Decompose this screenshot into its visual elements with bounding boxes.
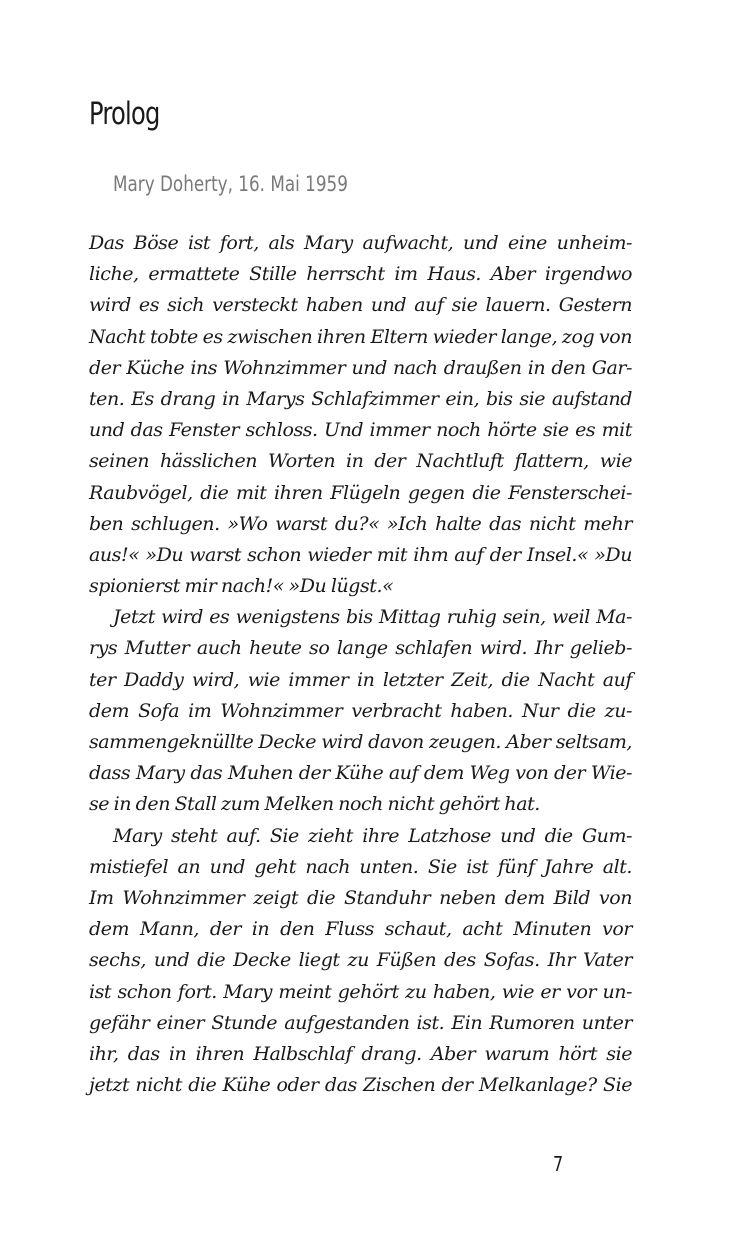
text-line: dass Mary das Muhen der Kühe auf dem Weg von der Wie- [89,762,632,785]
text-line: Jetzt wird es wenigstens bis Mittag ruhig sein, weil Ma- [113,606,632,629]
text-line: mistiefel an und geht nach unten. Sie ist fünf Jahre alt. [89,855,632,878]
paragraph-3 [89,821,632,1102]
chapter-subtitle: Mary Doherty, 16. Mai 1959 [113,172,348,196]
text-line: ter Daddy wird, wie immer in letzter Zeit, die Nacht auf [89,668,632,691]
text-line: liche, ermattete Stille herrscht im Haus. Aber irgendwo [89,263,632,286]
text-line: jetzt nicht die Kühe oder das Zischen der Melkanlage? Sie [89,1074,632,1097]
text-line: Raubvögel, die mit ihren Flügeln gegen die Fensterschei- [89,481,632,504]
body-text [89,228,632,1101]
text-line: spionierst mir nach!« »Du lügst.« [89,575,394,598]
text-line: Im Wohnzimmer zeigt die Standuhr neben dem Bild von [89,886,632,909]
text-line: sammengeknüllte Decke wird davon zeugen. Aber seltsam, [89,731,632,753]
text-line: aus!« »Du warst schon wieder mit ihm auf der Insel.« »Du [89,543,632,566]
text-line: wird es sich versteckt haben und auf sie lauern. Gestern [89,294,632,317]
text-line: gefähr einer Stunde aufgestanden ist. Ein Rumoren unter [89,1011,632,1034]
text-line: dem Mann, der in den Fluss schaut, acht Minuten vor [89,918,632,941]
text-line: Mary steht auf. Sie zieht ihre Latzhose und die Gum- [113,824,632,847]
text-line: ben schlugen. »Wo warst du?« »Ich halte das nicht mehr [89,512,632,535]
text-line: Das Böse ist fort, als Mary aufwacht, und eine unheim- [89,232,632,254]
paragraph-2 [89,602,632,820]
text-line: ist schon fort. Mary meint gehört zu haben, wie er vor un- [89,980,632,1003]
text-line: seinen hässlichen Worten in der Nachtluft flattern, wie [89,450,632,473]
text-line: und das Fenster schloss. Und immer noch hörte sie es mit [89,419,632,442]
paragraph-1 [89,228,632,602]
text-line: ten. Es drang in Marys Schlafzimmer ein, bis sie aufstand [89,387,632,410]
text-line: rys Mutter auch heute so lange schlafen wird. Ihr gelieb- [89,637,632,660]
text-line: sechs, und die Decke liegt zu Füßen des Sofas. Ihr Vater [89,949,632,972]
text-line: der Küche ins Wohnzimmer und nach draußen in den Gar- [89,356,632,379]
text-line: ihr, das in ihren Halbschlaf drang. Aber warum hört sie [89,1042,632,1065]
text-line: Nacht tobte es zwischen ihren Eltern wieder lange, zog von [89,325,632,348]
page-number: 7 [553,1152,564,1176]
text-line: se in den Stall zum Melken noch nicht gehört hat. [89,793,540,816]
text-line: dem Sofa im Wohnzimmer verbracht haben. Nur die zu- [89,699,632,722]
chapter-title: Prolog [89,96,160,132]
